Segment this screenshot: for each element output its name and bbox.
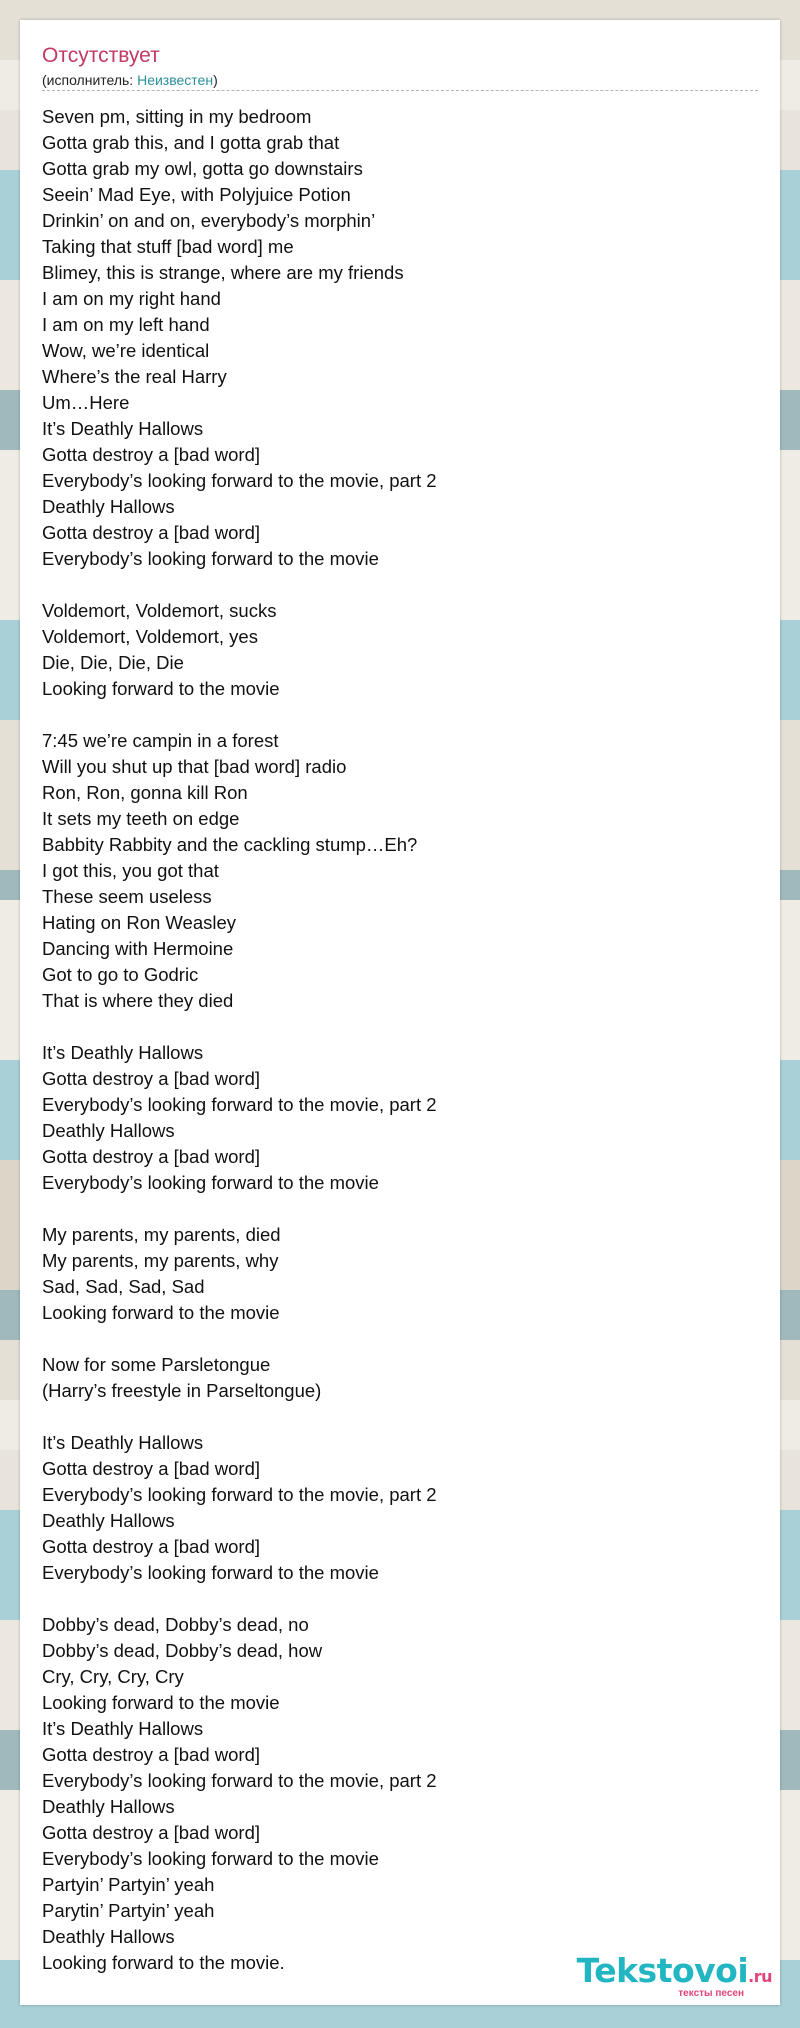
lyric-line: Dancing with Hermoine: [42, 938, 234, 959]
lyric-line: Looking forward to the movie: [42, 678, 280, 699]
lyric-line: Dobby’s dead, Dobby’s dead, how: [42, 1640, 323, 1661]
lyric-line: My parents, my parents, why: [42, 1250, 279, 1271]
artist-prefix: (исполнитель:: [42, 72, 138, 88]
stanza-break: [42, 702, 742, 728]
lyric-line: Voldemort, Voldemort, sucks: [42, 600, 277, 621]
stanza-break: [42, 1326, 742, 1352]
lyric-line: Seven pm, sitting in my bedroom: [42, 106, 312, 127]
lyric-line: Babbity Rabbity and the cackling stump…Eh?: [42, 834, 418, 855]
logo-tagline: тексты песен: [678, 1988, 744, 1999]
lyric-line: Sad, Sad, Sad, Sad: [42, 1276, 205, 1297]
lyric-line: Seein’ Mad Eye, with Polyjuice Potion: [42, 184, 351, 205]
lyric-line: It’s Deathly Hallows: [42, 418, 204, 439]
lyric-line: Gotta destroy a [bad word]: [42, 522, 261, 543]
stanza-break: [42, 1014, 742, 1040]
lyric-line: Die, Die, Die, Die: [42, 652, 184, 673]
lyric-line: Deathly Hallows: [42, 1926, 175, 1947]
lyric-line: Now for some Parsletongue: [42, 1354, 271, 1375]
lyric-line: Gotta grab my owl, gotta go downstairs: [42, 158, 363, 179]
lyric-line: It’s Deathly Hallows: [42, 1432, 204, 1453]
lyric-line: Deathly Hallows: [42, 1796, 175, 1817]
lyric-line: I am on my right hand: [42, 288, 221, 309]
lyric-line: Everybody’s looking forward to the movie: [42, 1848, 379, 1869]
lyric-line: Gotta destroy a [bad word]: [42, 444, 261, 465]
lyrics-card: [20, 20, 780, 2005]
logo-tld: .ru: [748, 1967, 772, 1986]
stanza-break: [42, 1404, 742, 1430]
lyric-line: My parents, my parents, died: [42, 1224, 281, 1245]
lyric-line: Everybody’s looking forward to the movie, part 2: [42, 1094, 437, 1115]
lyric-line: Partyin’ Partyin’ yeah: [42, 1874, 215, 1895]
lyric-line: Everybody’s looking forward to the movie: [42, 548, 379, 569]
logo-main-text: Tekstovoi: [576, 1951, 749, 1990]
lyric-line: Cry, Cry, Cry, Cry: [42, 1666, 184, 1687]
lyric-line: It’s Deathly Hallows: [42, 1042, 204, 1063]
lyric-line: Drinkin’ on and on, everybody’s morphin’: [42, 210, 376, 231]
artist-suffix: ): [213, 72, 218, 88]
lyric-line: Parytin’ Partyin’ yeah: [42, 1900, 215, 1921]
lyric-line: Deathly Hallows: [42, 1120, 175, 1141]
lyric-line: It sets my teeth on edge: [42, 808, 240, 829]
lyrics-body: [42, 104, 742, 1976]
lyric-line: Gotta destroy a [bad word]: [42, 1146, 261, 1167]
lyric-line: Deathly Hallows: [42, 496, 175, 517]
artist-link[interactable]: Неизвестен: [137, 72, 214, 88]
lyric-line: Um…Here: [42, 392, 130, 413]
lyric-line: These seem useless: [42, 886, 212, 907]
lyric-line: Gotta destroy a [bad word]: [42, 1458, 261, 1479]
lyric-line: Everybody’s looking forward to the movie, part 2: [42, 470, 437, 491]
lyric-line: Got to go to Godric: [42, 964, 199, 985]
lyric-line: Dobby’s dead, Dobby’s dead, no: [42, 1614, 309, 1635]
lyric-line: Wow, we’re identical: [42, 340, 210, 361]
artist-line: [42, 72, 758, 91]
stanza-break: [42, 1586, 742, 1612]
lyric-line: Gotta destroy a [bad word]: [42, 1744, 261, 1765]
lyric-line: Voldemort, Voldemort, yes: [42, 626, 258, 647]
lyric-line: Looking forward to the movie: [42, 1692, 280, 1713]
lyric-line: Ron, Ron, gonna kill Ron: [42, 782, 248, 803]
lyric-line: Everybody’s looking forward to the movie: [42, 1172, 379, 1193]
stanza-break: [42, 1196, 742, 1222]
lyric-line: Gotta destroy a [bad word]: [42, 1536, 261, 1557]
lyric-line: 7:45 we’re campin in a forest: [42, 730, 279, 751]
lyric-line: Taking that stuff [bad word] me: [42, 236, 294, 257]
lyric-line: Everybody’s looking forward to the movie: [42, 1562, 379, 1583]
lyric-line: I am on my left hand: [42, 314, 210, 335]
lyric-line: That is where they died: [42, 990, 234, 1011]
lyric-line: Blimey, this is strange, where are my friends: [42, 262, 404, 283]
lyric-line: It’s Deathly Hallows: [42, 1718, 204, 1739]
lyric-line: Looking forward to the movie.: [42, 1952, 285, 1973]
logo-wordmark: [576, 1951, 772, 1990]
lyric-line: Gotta destroy a [bad word]: [42, 1068, 261, 1089]
site-logo[interactable]: [576, 1951, 772, 1999]
lyric-line: Deathly Hallows: [42, 1510, 175, 1531]
lyric-line: Hating on Ron Weasley: [42, 912, 237, 933]
lyric-line: Gotta destroy a [bad word]: [42, 1822, 261, 1843]
lyric-line: Everybody’s looking forward to the movie, part 2: [42, 1770, 437, 1791]
lyric-line: Where’s the real Harry: [42, 366, 227, 387]
lyric-line: Will you shut up that [bad word] radio: [42, 756, 347, 777]
stanza-break: [42, 572, 742, 598]
lyric-line: (Harry’s freestyle in Parseltongue): [42, 1380, 322, 1401]
song-title: Отсутствует: [42, 44, 160, 67]
lyric-line: Everybody’s looking forward to the movie, part 2: [42, 1484, 437, 1505]
lyric-line: Gotta grab this, and I gotta grab that: [42, 132, 340, 153]
lyric-line: I got this, you got that: [42, 860, 219, 881]
lyric-line: Looking forward to the movie: [42, 1302, 280, 1323]
